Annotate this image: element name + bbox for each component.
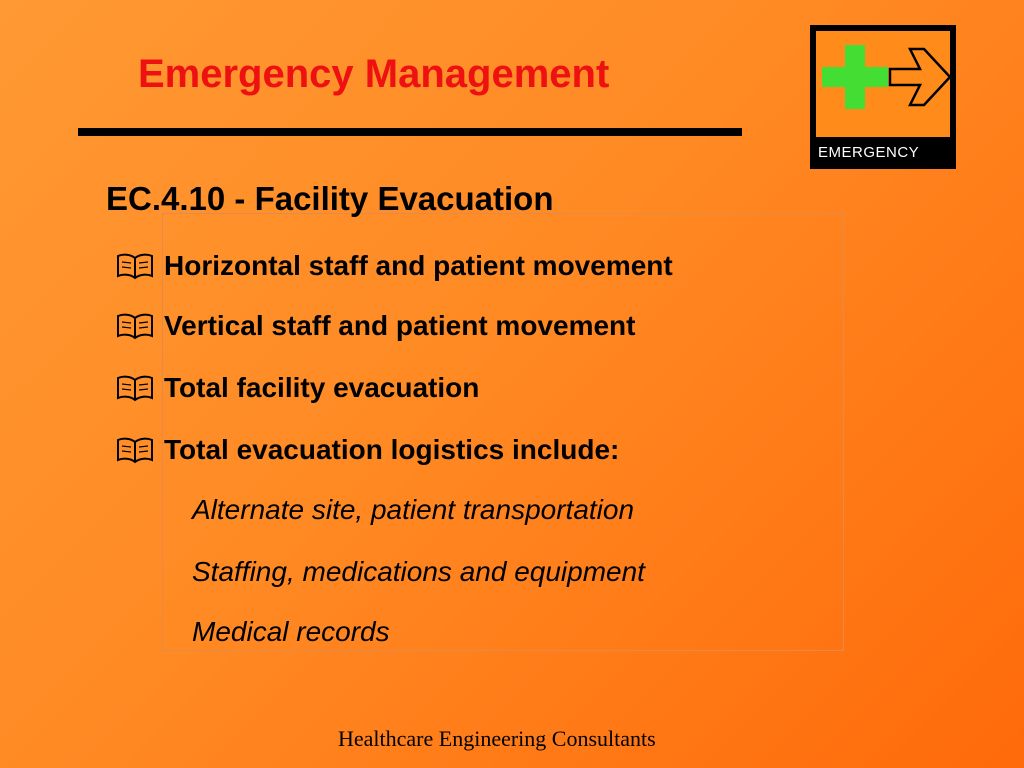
sub-item: Alternate site, patient transportation <box>192 494 635 525</box>
logo-text: EMERGENCY <box>818 144 920 161</box>
emergency-logo <box>810 25 956 169</box>
slide-title: Emergency Management <box>138 52 610 96</box>
bullet-item <box>116 368 479 408</box>
bullet-item <box>116 246 673 286</box>
open-book-icon <box>116 252 154 280</box>
bullet-text: Total facility evacuation <box>164 372 480 403</box>
bullet-item <box>116 306 635 346</box>
sub-item: Staffing, medications and equipment <box>192 556 645 587</box>
bullet-item <box>116 430 619 470</box>
open-book-icon <box>116 312 154 340</box>
bullet-text: Total evacuation logistics include: <box>164 434 620 465</box>
slide-footer: Healthcare Engineering Consultants <box>338 726 656 751</box>
open-book-icon <box>116 374 154 402</box>
title-underline <box>78 128 742 136</box>
open-book-icon <box>116 436 154 464</box>
bullet-text: Horizontal staff and patient movement <box>164 250 673 281</box>
slide-subtitle: EC.4.10 - Facility Evacuation <box>106 180 554 217</box>
sub-item: Medical records <box>192 616 390 647</box>
bullet-text: Vertical staff and patient movement <box>164 310 636 341</box>
